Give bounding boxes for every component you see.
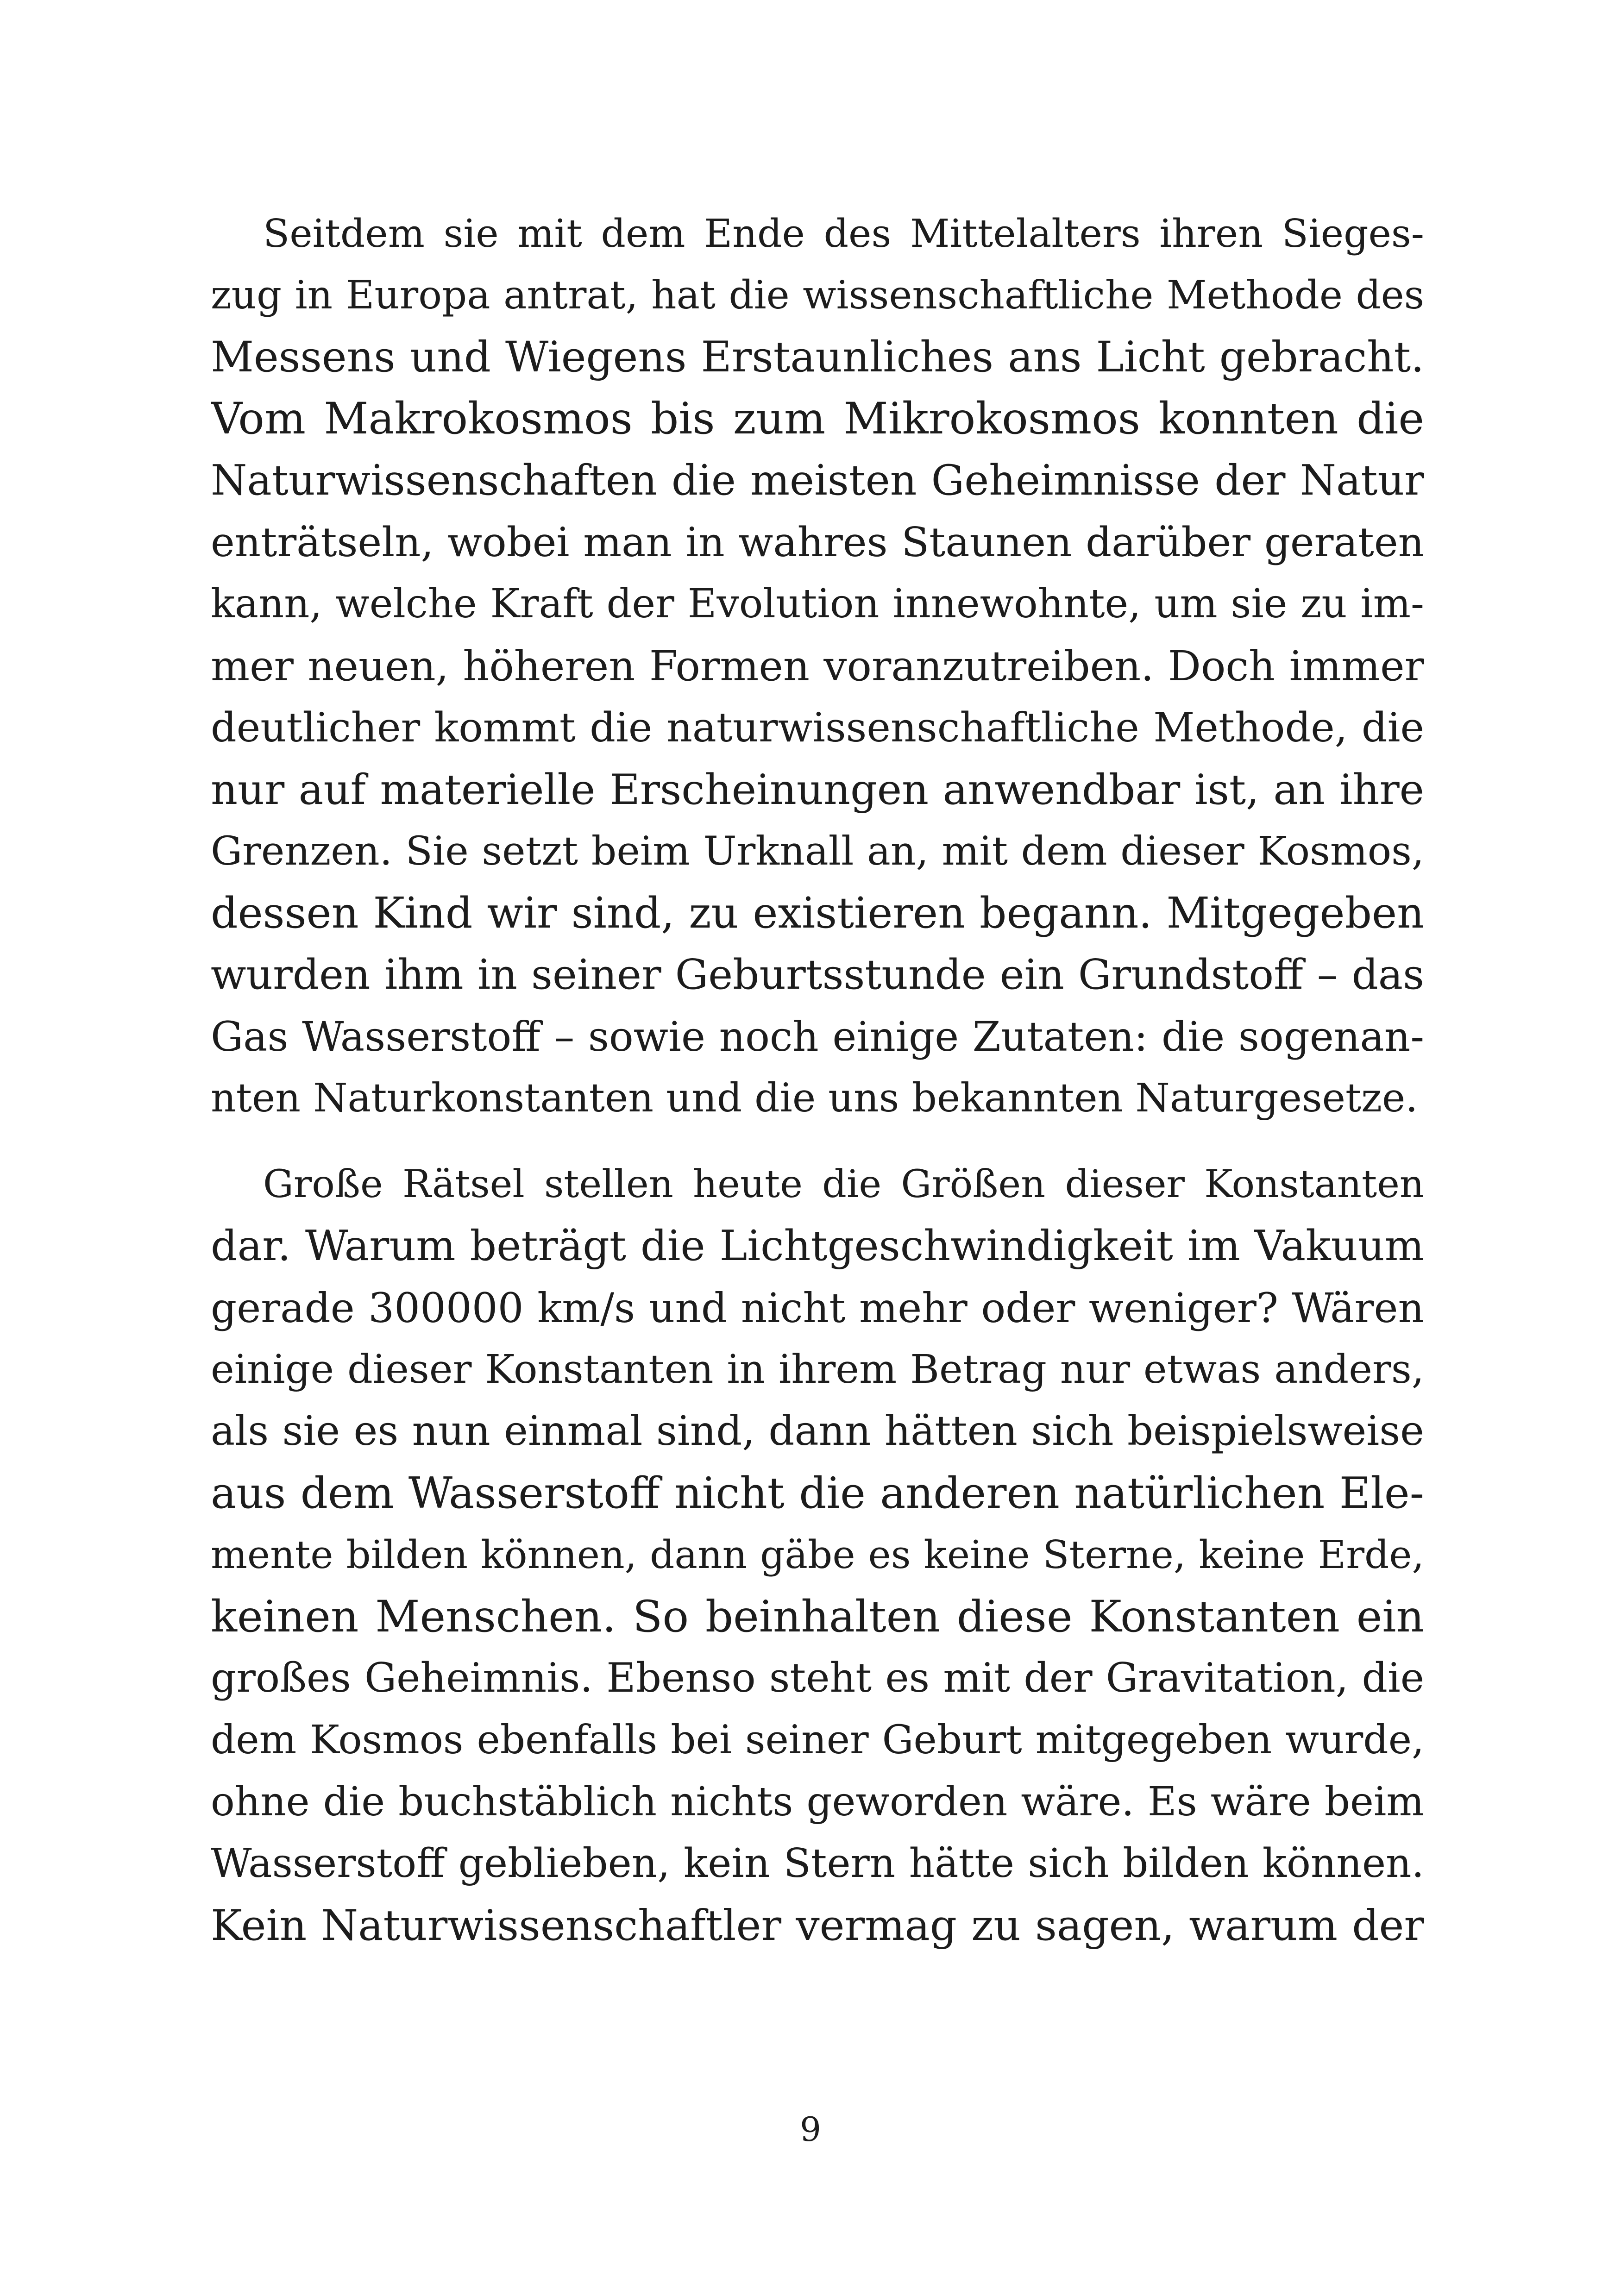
text-line: wurden ihm in seiner Geburtsstunde ein Grundstoff – das [211,950,1424,999]
text-line: großes Geheimnis. Ebenso steht es mit der Gravitation, die [211,1655,1424,1701]
text-line: einige dieser Konstanten in ihrem Betrag nur etwas anders, [211,1347,1424,1393]
text-line: kann, welche Kraft der Evolution innewohnte, um sie zu im- [211,581,1424,627]
text-line: Gas Wasserstoff – sowie noch einige Zutaten: die sogenan- [211,1013,1424,1061]
text-line: enträtseln, wobei man in wahres Staunen darüber geraten [211,518,1424,566]
page-number: 9 [800,2110,821,2149]
text-line: dar. Warum beträgt die Lichtgeschwindigkeit im Vakuum [211,1222,1424,1271]
text-line: mer neuen, höheren Formen voranzutreiben. Doch immer [211,642,1424,690]
text-line: Grenzen. Sie setzt beim Urknall an, mit dem dieser Kosmos, [211,828,1424,874]
text-line: deutlicher kommt die naturwissenschaftliche Methode, die [211,704,1424,752]
paragraph [211,203,1424,1129]
text-line: mente bilden können, dann gäbe es keine Sterne, keine Erde, [211,1532,1424,1578]
text-line: dessen Kind wir sind, zu existieren begann. Mitgegeben [211,888,1424,938]
paragraph [211,1154,1424,1957]
text-line: dem Kosmos ebenfalls bei seiner Geburt mitgegeben wurde, [211,1717,1424,1763]
text-line: nur auf materielle Erscheinungen anwendbar ist, an ihre [211,765,1424,814]
text-line: als sie es nun einmal sind, dann hätten sich beispielsweise [211,1407,1424,1455]
text-line: Vom Makrokosmos bis zum Mikrokosmos konnten die [211,394,1424,445]
body-text [211,203,1424,1957]
text-line: Wasserstoff geblieben, kein Stern hätte sich bilden können. [211,1840,1424,1887]
text-line: aus dem Wasserstoff nicht die anderen natürlichen Ele- [211,1468,1424,1518]
text-line: Große Rätsel stellen heute die Größen dieser Konstanten [263,1161,1424,1206]
text-line: keinen Menschen. So beinhalten diese Konstanten ein [211,1591,1424,1642]
text-line: ohne die buchstäblich nichts geworden wäre. Es wäre beim [211,1778,1424,1825]
text-line: Kein Naturwissenschaftler vermag zu sagen, warum der [211,1901,1424,1950]
text-line: Seitdem sie mit dem Ende des Mittelalters ihren Sieges- [263,211,1424,256]
text-line: zug in Europa antrat, hat die wissenschaftliche Methode des [211,272,1424,318]
text-line: nten Naturkonstanten und die uns bekannten Naturgesetze. [211,1075,1418,1122]
text-line: Naturwissenschaften die meisten Geheimnisse der Natur [211,456,1424,505]
text-line: gerade 300000 km/s und nicht mehr oder weniger? Wären [211,1284,1424,1332]
text-line: Messens und Wiegens Erstaunliches ans Licht gebracht. [211,332,1424,382]
